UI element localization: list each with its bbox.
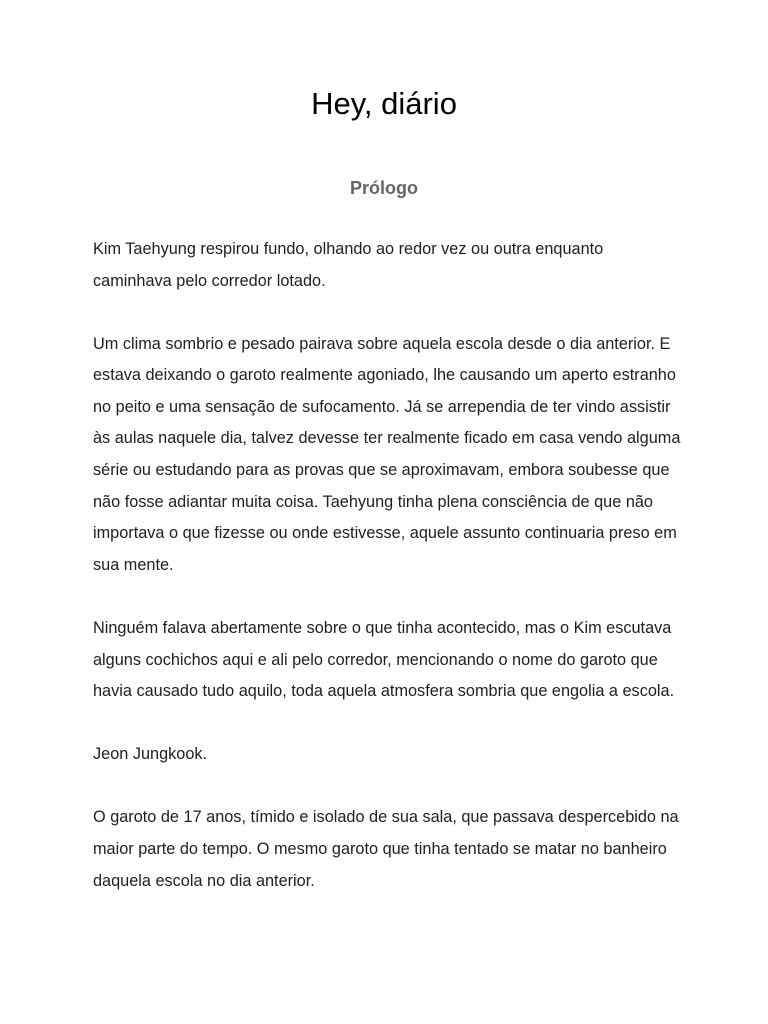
document-title: Hey, diário (311, 86, 457, 121)
paragraph: Jeon Jungkook. (93, 745, 208, 764)
paragraph: Ninguém falava abertamente sobre o que tinha acontecido, mas o Kim escutava alguns cochichos aqui e ali pelo corredor, mencionando o nome do garoto que havia causado tudo aquilo, toda aquela atmosfera sombria que engolia a escola. (93, 618, 675, 701)
paragraph: Kim Taehyung respirou fundo, olhando ao redor vez ou outra enquanto caminhava pelo corredor lotado. (93, 240, 604, 290)
document-body (93, 234, 683, 929)
paragraph: Um clima sombrio e pesado pairava sobre aquela escola desde o dia anterior. E estava deixando o garoto realmente agoniado, lhe causando um aperto estranho no peito e uma sensação de sufocamento. Já se arrependia de ter vindo assistir às aulas naquele dia, talvez devesse ter realmente ficado em casa vendo alguma série ou estudando para as provas que se aproximavam, embora soubesse que não fosse adiantar muita coisa. Taehyung tinha plena consciência de que não importava o que fizesse ou onde estivesse, aquele assunto continuaria preso em sua mente. (93, 334, 681, 574)
paragraph: O garoto de 17 anos, tímido e isolado de sua sala, que passava despercebido na maior parte do tempo. O mesmo garoto que tinha tentado se matar no banheiro daquela escola no dia anterior. (93, 808, 679, 890)
chapter-title: Prólogo (350, 178, 418, 198)
